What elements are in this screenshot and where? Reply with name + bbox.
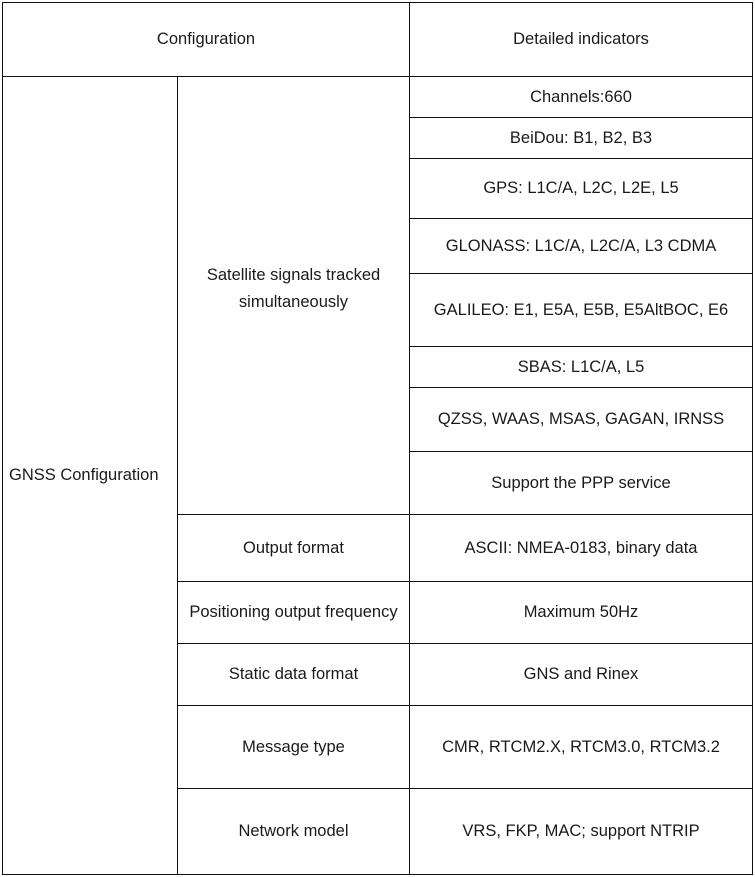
row-value-output-format: ASCII: NMEA-0183, binary data (410, 515, 753, 582)
satellite-signals-label-line1: Satellite signals tracked (206, 266, 381, 284)
row-label-static-data-format: Static data format (178, 644, 410, 706)
indicator-qzss: QZSS, WAAS, MSAS, GAGAN, IRNSS (410, 388, 753, 452)
header-detailed-indicators: Detailed indicators (410, 3, 753, 77)
table-row (3, 77, 753, 118)
indicator-gps: GPS: L1C/A, L2C, L2E, L5 (410, 159, 753, 219)
header-row (3, 3, 753, 77)
row-label-output-format: Output format (178, 515, 410, 582)
satellite-signals-label (178, 77, 410, 515)
indicator-channels: Channels:660 (410, 77, 753, 118)
row-value-positioning-frequency: Maximum 50Hz (410, 582, 753, 644)
header-configuration: Configuration (3, 3, 410, 77)
indicator-beidou: BeiDou: B1, B2, B3 (410, 118, 753, 159)
row-value-static-data-format: GNS and Rinex (410, 644, 753, 706)
indicator-sbas: SBAS: L1C/A, L5 (410, 347, 753, 388)
indicator-galileo: GALILEO: E1, E5A, E5B, E5AltBOC, E6 (410, 274, 753, 347)
row-label-message-type: Message type (178, 706, 410, 789)
category-gnss-configuration: GNSS Configuration (3, 77, 178, 875)
row-value-message-type: CMR, RTCM2.X, RTCM3.0, RTCM3.2 (410, 706, 753, 789)
indicator-glonass: GLONASS: L1C/A, L2C/A, L3 CDMA (410, 219, 753, 274)
indicator-ppp: Support the PPP service (410, 452, 753, 515)
gnss-spec-table (2, 2, 753, 875)
satellite-signals-label-line2: simultaneously (238, 293, 349, 311)
row-label-positioning-frequency: Positioning output frequency (178, 582, 410, 644)
row-value-network-model: VRS, FKP, MAC; support NTRIP (410, 789, 753, 875)
row-label-network-model: Network model (178, 789, 410, 875)
